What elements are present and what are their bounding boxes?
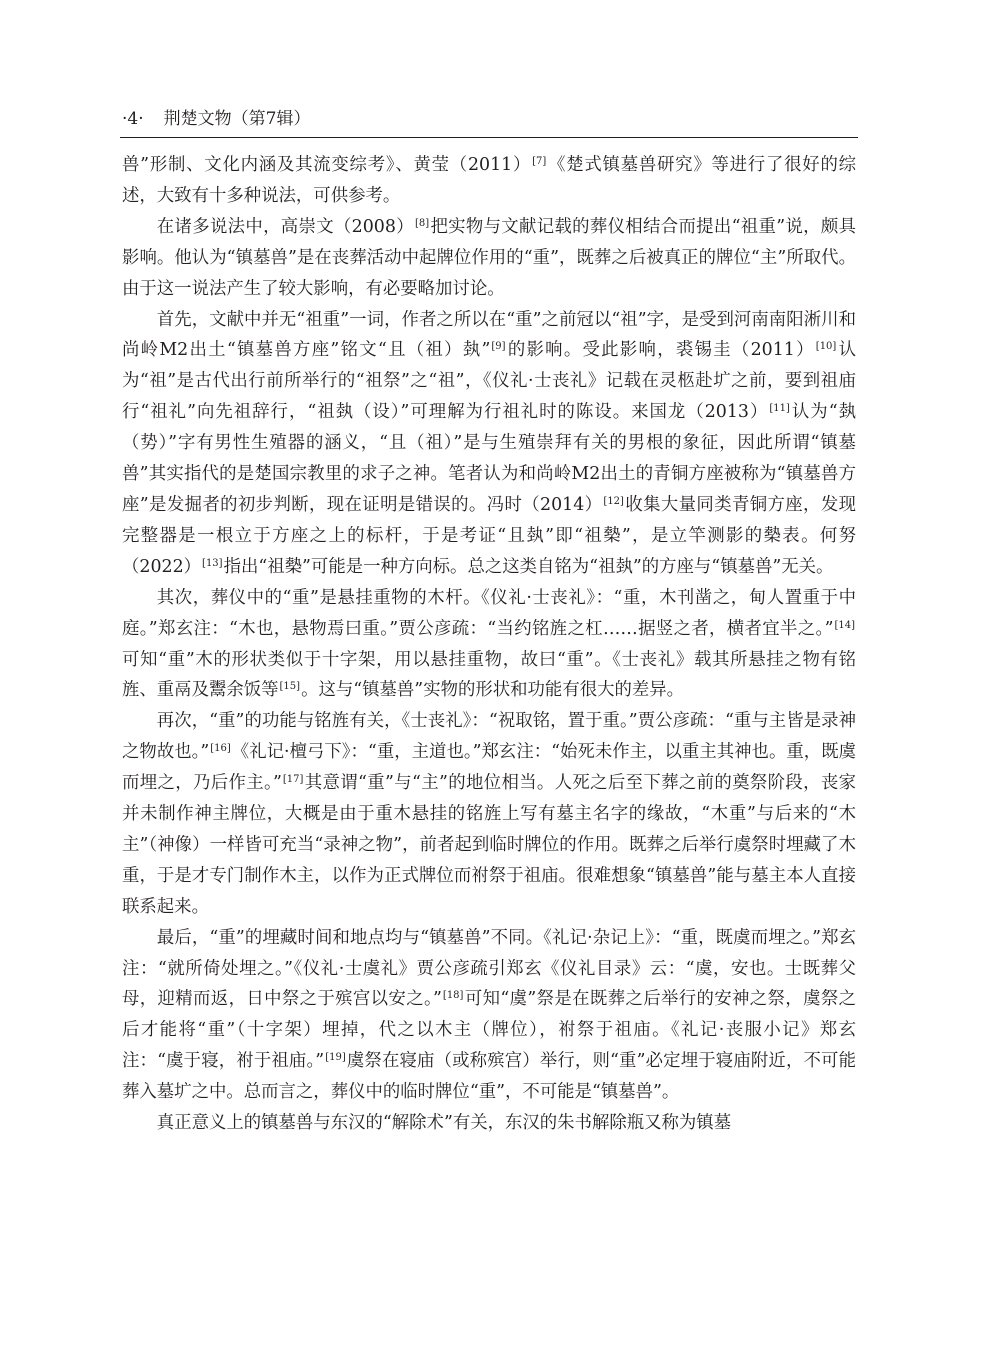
- paragraph-text: 认为“祖”是古代出行前所举行的“祖祭”之“祖”，《仪礼·士丧礼》记载在灵柩赴圹之前，要到祖庙行“祖礼”向先祖辞行，“祖埶（设）”可理解为行祖礼时的陈设。来国龙（2013）: [122, 340, 857, 423]
- paragraph-text: 真正意义上的镇墓兽与东汉的“解除术”有关，东汉的朱书解除瓶又称为镇墓: [156, 1113, 732, 1134]
- paragraph: [122, 150, 856, 212]
- paragraph-text: 认为“埶（势）”字有男性生殖器的涵义，“且（祖）”是与生殖崇拜有关的男根的象征，因此所谓“镇墓兽”其实指代的是楚国宗教里的求子之神。笔者认为和尚岭M2出土的青铜方座被称为“镇墓兽方座”是发掘者的初步判断，现在证明是错误的。冯时（2014）: [122, 402, 856, 515]
- paragraph-text: 可知“虞”祭是在既葬之后举行的安神之祭，虞祭之后才能将“重”（十字架）埋掉，代之以木主（牌位），祔祭于祖庙。《礼记·丧服小记》郑玄注：“虞于寝，祔于祖庙。”: [122, 989, 856, 1072]
- page-number: ·4·: [122, 109, 144, 129]
- paragraph-text: 其意谓“重”与“主”的地位相当。人死之后至下葬之前的奠祭阶段，丧家并未制作神主牌位，大概是由于重木悬挂的铭旌上写有墓主名字的缘故，“木重”与后来的“木主”（神像）一样皆可充当“录神之物”，前者起到临时牌位的作用。既葬之后举行虞祭时埋藏了木重，于是才专门制作木主，以作为正式牌位而祔祭于祖庙。很难想象“镇墓兽”能与墓主本人直接联系起来。: [122, 773, 856, 917]
- citation-marker: [12]: [603, 495, 624, 507]
- paragraph: [122, 706, 856, 922]
- paragraph-text: 首先，文献中并无“祖重”一词，作者之所以在“重”之前冠以“祖”字，是受到河南南阳淅川和尚岭M2出土“镇墓兽方座”铭文“且（祖）埶”: [122, 309, 856, 361]
- journal-title: 荆楚文物（第7辑）: [163, 109, 311, 129]
- paragraph-text: 兽”形制、文化内涵及其流变综考》、黄莹（2011）: [122, 155, 532, 175]
- paragraph-text: 把实物与文献记载的葬仪相结合而提出“祖重”说，颇具影响。他认为“镇墓兽”是在丧葬活动中起牌位作用的“重”，既葬之后被真正的牌位“主”所取代。由于这一说法产生了较大影响，有必要略加讨论。: [122, 216, 856, 299]
- article-body: [122, 150, 856, 1139]
- paragraph-text: 收集大量同类青铜方座，发现完整器是一根立于方座之上的标杆，于是考证“且埶”即“祖槷”，是立竿测影的槷表。何努（2022）: [122, 494, 856, 577]
- header-rule: [120, 137, 858, 138]
- citation-marker: [8]: [414, 217, 430, 229]
- paragraph-text: 再次，“重”的功能与铭旌有关，《士丧礼》：“祝取铭，置于重。”贾公彦疏：“重与主皆是录神之物故也。”: [122, 711, 856, 763]
- paragraph-text: 其次，葬仪中的“重”是悬挂重物的木杆。《仪礼·士丧礼》：“重，木刊凿之，甸人置重于中庭。”郑玄注：“木也，悬物焉曰重。”贾公彦疏：“当约铭旌之杠……据竖之者，横者宜半之。”: [122, 587, 856, 639]
- paragraph-text: 最后，“重”的埋藏时间和地点均与“镇墓兽”不同。《礼记·杂记上》：“重，既虞而埋之。”郑玄注：“就所倚处埋之。”《仪礼·士虞礼》贾公彦疏引郑玄《仪礼目录》云：“虞，安也。士既葬父母，迎精而返，日中祭之于殡宫以安之。”: [122, 927, 856, 1010]
- citation-marker: [14]: [834, 619, 855, 631]
- paragraph: [122, 212, 856, 305]
- citation-marker: [9]: [491, 341, 506, 353]
- paragraph-text: 指出“祖槷”可能是一种方向标。总之这类自铭为“祖埶”的方座与“镇墓兽”无关。: [223, 556, 834, 577]
- running-header: [122, 106, 856, 132]
- citation-marker: [10]: [815, 341, 837, 353]
- paragraph: [122, 1108, 856, 1139]
- paragraph: [122, 305, 856, 583]
- citation-marker: [18]: [442, 990, 464, 1002]
- paragraph-text: 《楚式镇墓兽研究》等进行了很好的综述，大致有十多种说法，可供参考。: [122, 155, 856, 206]
- paragraph-text: 可知“重”木的形状类似于十字架，用以悬挂重物，故曰“重”。《士丧礼》载其所悬挂之物有铭旌、重鬲及鬻余饭等: [122, 649, 856, 701]
- citation-marker: [13]: [202, 557, 223, 569]
- citation-marker: [16]: [210, 743, 231, 755]
- paragraph-text: 的影响。受此影响，裘锡圭（2011）: [506, 340, 815, 361]
- paragraph-text: 虞祭在寝庙（或称殡宫）举行，则“重”必定埋于寝庙附近，不可能葬入墓圹之中。总而言之，葬仪中的临时牌位“重”，不可能是“镇墓兽”。: [122, 1051, 856, 1103]
- paragraph-text: 。这与“镇墓兽”实物的形状和功能有很大的差异。: [301, 680, 685, 701]
- citation-marker: [15]: [279, 681, 301, 693]
- paragraph-text: 《礼记·檀弓下》：“重，主道也。”郑玄注：“始死未作主，以重主其神也。重，既虞而埋之，乃后作主。”: [122, 742, 856, 794]
- citation-marker: [19]: [325, 1052, 346, 1064]
- citation-marker: [11]: [769, 403, 790, 415]
- paragraph-text: 在诸多说法中，高崇文（2008）: [156, 216, 414, 237]
- citation-marker: [17]: [282, 774, 304, 786]
- paragraph: [122, 583, 856, 707]
- paragraph: [122, 923, 856, 1108]
- citation-marker: [7]: [532, 156, 547, 167]
